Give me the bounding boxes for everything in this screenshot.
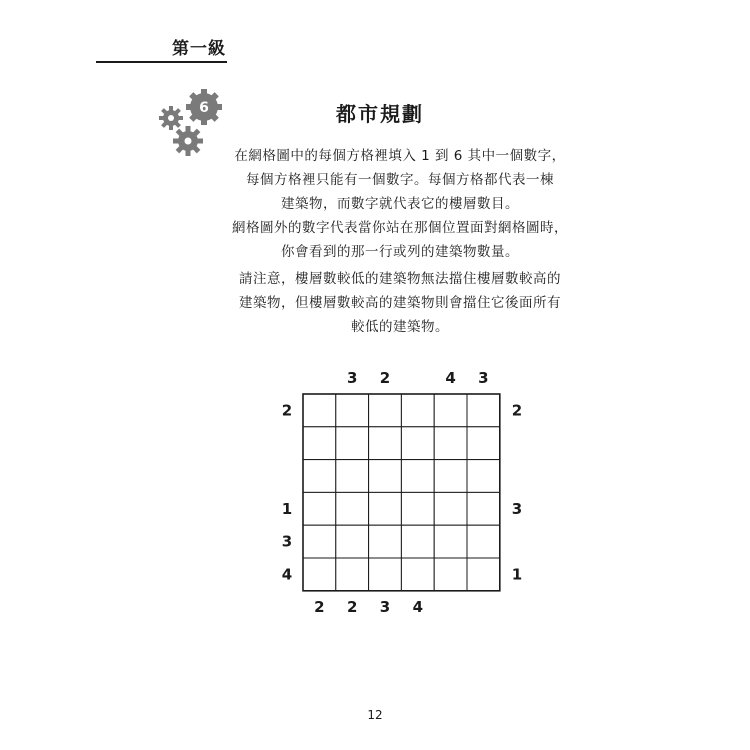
grid-cell[interactable] [434,394,467,427]
grid-cell[interactable] [336,558,369,591]
grid-cell[interactable] [303,427,336,460]
grid-cell[interactable] [434,427,467,460]
grid-cell[interactable] [434,558,467,591]
right-clue: 3 [511,499,523,518]
grid-cell[interactable] [369,394,402,427]
grid-cell[interactable] [467,492,500,525]
grid-cell[interactable] [369,427,402,460]
bottom-clue: 3 [379,598,391,616]
top-clue: 3 [478,369,489,387]
grid-cell[interactable] [336,394,369,427]
grid-cell[interactable] [434,460,467,493]
grid-cell[interactable] [336,460,369,493]
grid-cell[interactable] [467,394,500,427]
bottom-clue: 2 [314,598,325,616]
left-clue: 4 [281,565,293,584]
grid-cell[interactable] [434,492,467,525]
left-clue: 3 [281,532,293,551]
top-clue: 3 [346,369,358,387]
grid-cell[interactable] [401,427,434,460]
grid-cell[interactable] [467,427,500,460]
rules-line: 較低的建築物。 [351,319,449,335]
bottom-clue: 2 [346,598,358,616]
grid-cell[interactable] [369,460,402,493]
rules-line: 你會看到的那一行或列的建築物數量。 [281,244,519,260]
rules-line: 網格圖外的數字代表當你站在那個位置面對網格圖時， [232,220,568,236]
rules-line: 每個方格裡只能有一個數字。每個方格都代表一棟 [246,172,554,188]
grid-cell[interactable] [467,558,500,591]
grid-cell[interactable] [401,558,434,591]
right-clue: 2 [511,401,523,420]
left-clue: 2 [281,401,293,420]
top-clue: 2 [379,369,391,387]
grid-cell[interactable] [369,558,402,591]
level-label: 第一級 [172,39,226,59]
grid-cell[interactable] [401,525,434,558]
grid-cell[interactable] [303,492,336,525]
rules-line: 在網格圖中的每個方格裡填入 1 到 6 其中一個數字， [234,148,566,164]
grid-cell[interactable] [401,492,434,525]
grid-cell[interactable] [434,525,467,558]
rules-line: 建築物，而數字就代表它的樓層數目。 [281,196,519,212]
grid-cell[interactable] [303,460,336,493]
grid-cell[interactable] [467,460,500,493]
grid-cell[interactable] [401,394,434,427]
left-clue: 1 [281,499,293,518]
right-clue: 1 [511,565,523,584]
grid-cell[interactable] [303,558,336,591]
grid-cell[interactable] [303,394,336,427]
rules-line: 建築物，但樓層數較高的建築物則會擋住它後面所有 [239,295,561,311]
grid-cell[interactable] [336,525,369,558]
grid-cell[interactable] [369,492,402,525]
rules-line: 請注意，樓層數較低的建築物無法擋住樓層數較高的 [239,271,561,287]
puzzle-title: 都市規劃 [336,102,424,126]
grid-cell[interactable] [336,427,369,460]
level-number: 6 [199,100,209,116]
top-clue: 4 [445,369,456,387]
grid-cell[interactable] [467,525,500,558]
grid-cell[interactable] [336,492,369,525]
bottom-clue: 4 [412,598,424,616]
page-number: 12 [367,708,383,722]
grid-cell[interactable] [369,525,402,558]
grid-cell[interactable] [303,525,336,558]
grid-cell[interactable] [401,460,434,493]
